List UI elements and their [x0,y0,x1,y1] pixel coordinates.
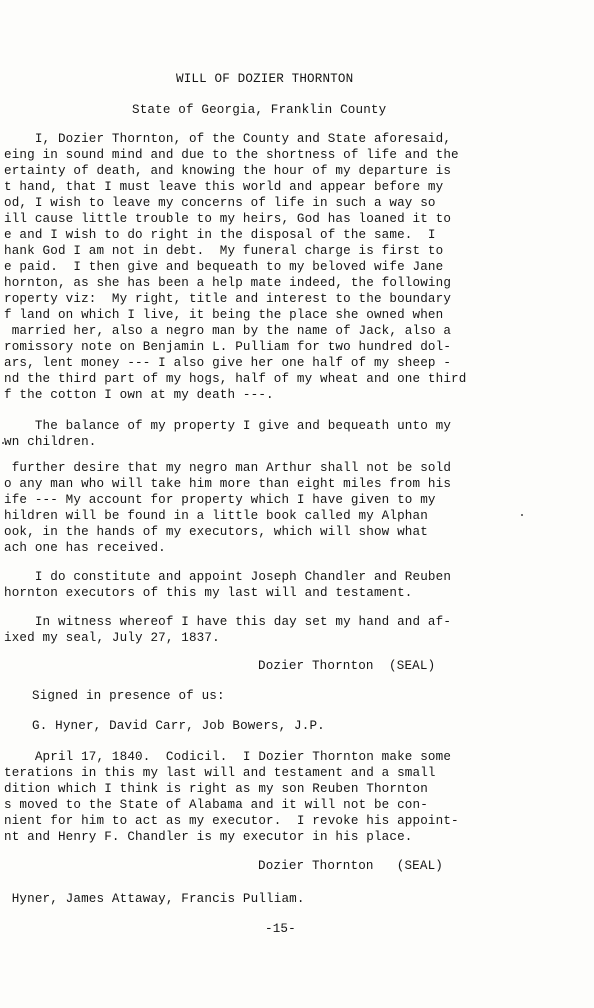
witnesses-line: G. Hyner, David Carr, Job Bowers, J.P. [32,719,325,733]
paragraph-line: f the cotton I own at my death ---. [4,388,274,402]
paragraph-line: hornton, as she has been a help mate indeed, the following [4,276,452,290]
paragraph-line: ook, in the hands of my executors, which will show what [4,525,428,539]
paragraph-line: I, Dozier Thornton, of the County and State aforesaid, [4,132,452,146]
paragraph-line: hornton executors of this my last will and testament. [4,586,413,600]
paragraph-line: hildren will be found in a little book called my Alphan [4,509,428,523]
codicil-line: nient for him to act as my executor. I revoke his appoint- [4,814,459,828]
signature-line: Dozier Thornton (SEAL) [258,859,443,873]
paragraph-line: o any man who will take him more than eight miles from his [4,477,452,491]
document-subtitle: State of Georgia, Franklin County [132,103,387,117]
paragraph-line: ixed my seal, July 27, 1837. [4,631,220,645]
paragraph-line: In witness whereof I have this day set my hand and af- [4,615,452,629]
paragraph-line: nd the third part of my hogs, half of my wheat and one third [4,372,467,386]
paragraph-line: e paid. I then give and bequeath to my beloved wife Jane [4,260,444,274]
codicil-line: terations in this my last will and testament and a small [4,766,436,780]
paragraph-line: t hand, that I must leave this world and appear before my [4,180,444,194]
paragraph-line: I do constitute and appoint Joseph Chandler and Reuben [4,570,452,584]
scan-speck [521,514,523,516]
paragraph-line: romissory note on Benjamin L. Pulliam for two hundred dol- [4,340,452,354]
paragraph-line: ach one has received. [4,541,166,555]
paragraph-line: married her, also a negro man by the name of Jack, also a [4,324,452,338]
paragraph-line: ertainty of death, and knowing the hour of my departure is [4,164,452,178]
codicil-line: s moved to the State of Alabama and it will not be con- [4,798,428,812]
witnesses-line: Hyner, James Attaway, Francis Pulliam. [4,892,305,906]
document-title: WILL OF DOZIER THORNTON [176,72,354,86]
paragraph-line: ill cause little trouble to my heirs, God has loaned it to [4,212,452,226]
attestation-line: Signed in presence of us: [32,689,225,703]
paragraph-line: roperty viz: My right, title and interest to the boundary [4,292,452,306]
signature-line: Dozier Thornton (SEAL) [258,659,436,673]
paragraph-line: od, I wish to leave my concerns of life in such a way so [4,196,436,210]
paragraph-line: f land on which I live, it being the place she owned when [4,308,444,322]
paragraph-line: wn children. [4,435,97,449]
page-number: -15- [265,922,296,936]
paragraph-line: further desire that my negro man Arthur shall not be sold [4,461,452,475]
codicil-line: April 17, 1840. Codicil. I Dozier Thornton make some [4,750,452,764]
paragraph-line: hank God I am not in debt. My funeral charge is first to [4,244,444,258]
paragraph-line: ife --- My account for property which I have given to my [4,493,436,507]
paragraph-line: ars, lent money --- I also give her one half of my sheep - [4,356,452,370]
codicil-line: nt and Henry F. Chandler is my executor in his place. [4,830,413,844]
paragraph-line: e and I wish to do right in the disposal of the same. I [4,228,436,242]
codicil-line: dition which I think is right as my son Reuben Thornton [4,782,428,796]
scan-speck [2,442,4,444]
paragraph-line: eing in sound mind and due to the shortness of life and the [4,148,459,162]
paragraph-line: The balance of my property I give and bequeath unto my [4,419,452,433]
